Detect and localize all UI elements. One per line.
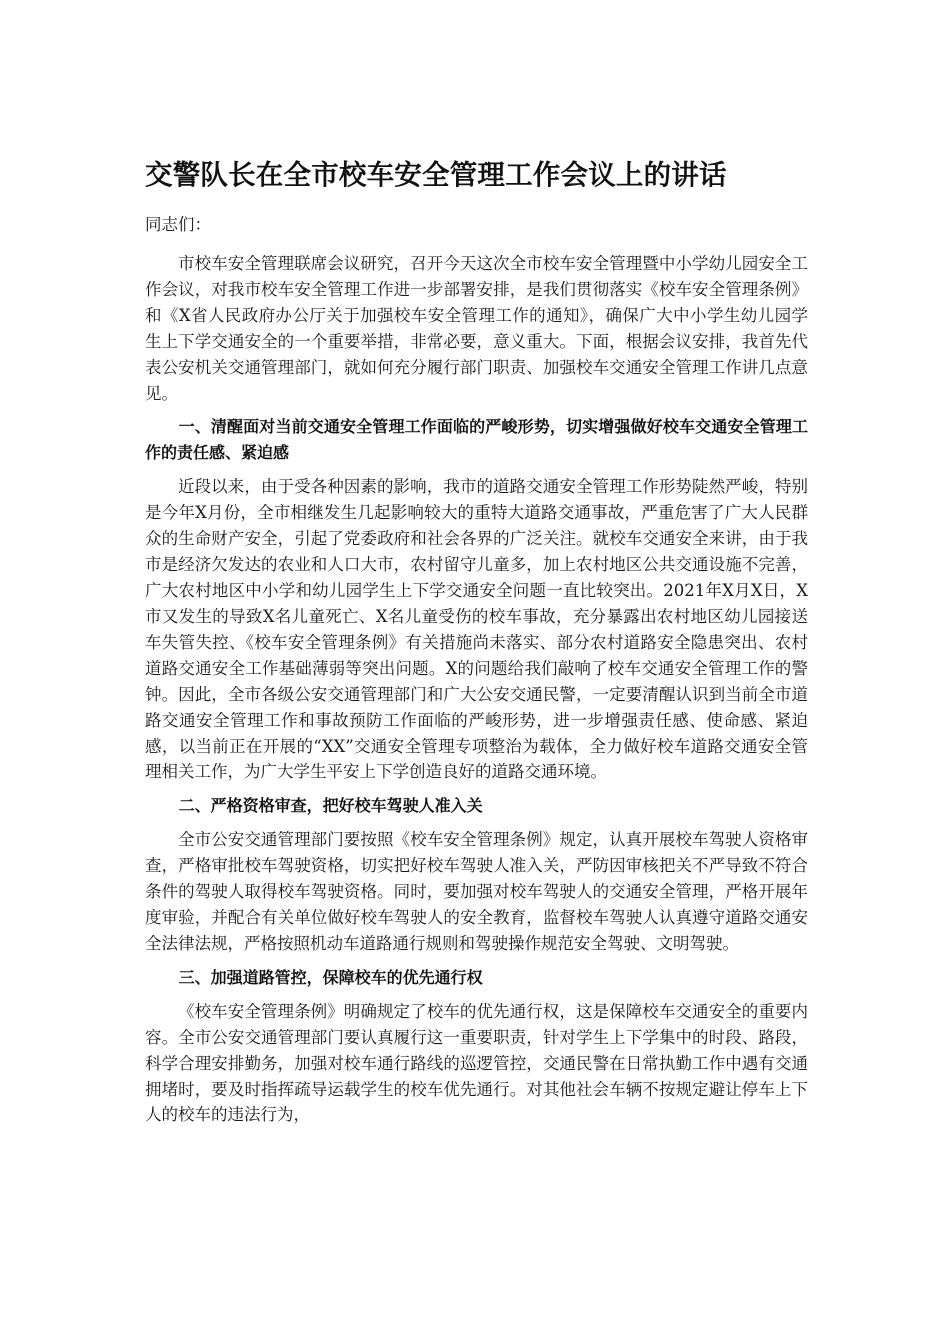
section-3-body: 《校车安全管理条例》明确规定了校车的优先通行权，这是保障校车交通安全的重要内容。全市公安交通管理部门要认真履行这一重要职责，针对学生上下学集中的时段、路段，科学合理安排勤务，加强对校车通行路线的巡逻管控，交通民警在日常执勤工作中遇有交通拥堵时，要及时指挥疏导运载学生的校车优先通行。对其他社会车辆不按规定避让停车上下人的校车的违法行为，: [145, 1001, 808, 1125]
section-2-body: 全市公安交通管理部门要按照《校车安全管理条例》规定，认真开展校车驾驶人资格审查，严格审批校车驾驶资格，切实把好校车驾驶人准入关，严防因审核把关不严导致不符合条件的驾驶人取得校车驾驶资格。同时，要加强对校车驾驶人的交通安全管理，严格开展年度审验，并配合有关单位做好校车驾驶人的安全教育，监督校车驾驶人认真遵守道路交通安全法律法规，严格按照机动车道路通行规则和驾驶操作规范安全驾驶、文明驾驶。: [145, 830, 808, 953]
salutation: 同志们：: [145, 215, 211, 234]
section-3-heading: 三、加强道路管控，保障校车的优先通行权: [178, 967, 483, 987]
document-title: 交警队长在全市校车安全管理工作会议上的讲话: [145, 159, 727, 191]
section-1-body: 近段以来，由于受各种因素的影响，我市的道路交通安全管理工作形势陡然严峻，特别是今年X月份，全市相继发生几起影响较大的重特大道路交通事故，严重危害了广大人民群众的生命财产安全，引起了党委政府和社会各界的广泛关注。就校车交通安全来讲，由于我市是经济欠发达的农业和人口大市，农村留守儿童多，加上农村地区公共交通设施不完善，广大农村地区中小学和幼儿园学生上下学交通安全问题一直比较突出。2021年X月X日，X市又发生的导致X名儿童死亡、X名儿童受伤的校车事故，充分暴露出农村地区幼儿园接送车失管失控、《校车安全管理条例》有关措施尚未落实、部分农村道路安全隐患突出、农村道路交通安全工作基础薄弱等突出问题。X的问题给我们敲响了校车交通安全管理工作的警钟。因此，全市各级公安交通管理部门和广大公安交通民警，一定要清醒认识到当前全市道路交通安全管理工作和事故预防工作面临的严峻形势，进一步增强责任感、使命感、紧迫感，以当前正在开展的“XX”交通安全管理专项整治为载体，全力做好校车道路交通安全管理相关工作，为广大学生平安上下学创造良好的道路交通环境。: [145, 477, 808, 782]
section-2-heading: 二、严格资格审查，把好校车驾驶人准入关: [178, 796, 483, 816]
document-page: [145, 152, 808, 1136]
intro-paragraph: 市校车安全管理联席会议研究，召开今天这次全市校车安全管理暨中小学幼儿园安全工作会议，对我市校车安全管理工作进一步部署安排，是我们贯彻落实《校车安全管理条例》和《X省人民政府办公厅关于加强校车安全管理工作的通知》，确保广大中小学生幼儿园学生上下学交通安全的一个重要举措，非常必要，意义重大。下面，根据会议安排，我首先代表公安机关交通管理部门，就如何充分履行部门职责、加强校车交通安全管理工作讲几点意见。: [145, 254, 808, 403]
section-1-heading: 一、清醒面对当前交通安全管理工作面临的严峻形势，切实增强做好校车交通安全管理工作的责任感、紧迫感: [145, 417, 808, 463]
